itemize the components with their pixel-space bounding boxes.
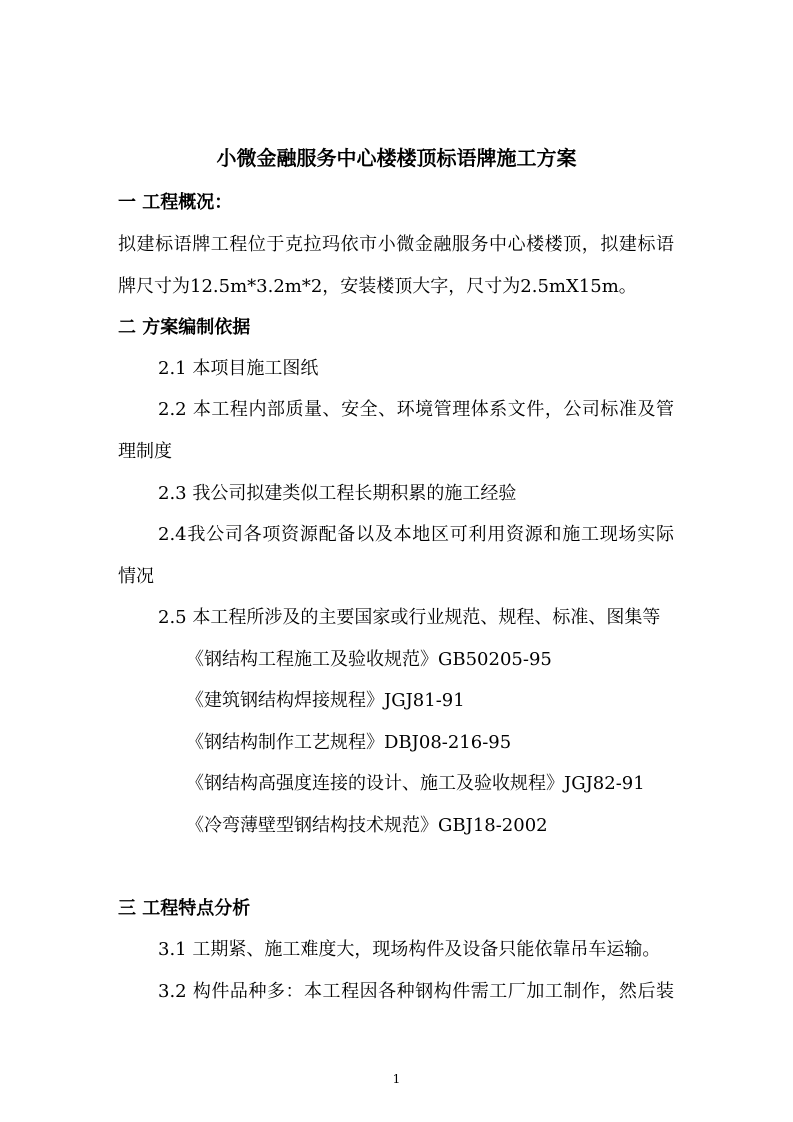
list-item: 2.3 我公司拟建类似工程长期积累的施工经验 [158,483,517,504]
document-title: 小微金融服务中心楼楼顶标语牌施工方案 [216,146,577,170]
paragraph-line: 牌尺寸为12.5m*3.2m*2，安装楼顶大字，尺寸为2.5mX15m。 [118,276,637,297]
list-item: 2.5 本工程所涉及的主要国家或行业规范、规程、标准、图集等 [158,607,661,628]
section-heading-3: 三 工程特点分析 [118,898,251,919]
list-item-continued: 情况 [118,566,154,587]
standard-reference: 《钢结构工程施工及验收规范》GB50205-95 [186,649,552,670]
list-item: 2.2 本工程内部质量、安全、环境管理体系文件，公司标准及管 [158,399,674,420]
paragraph-line: 3.2 构件品种多：本工程因各种钢构件需工厂加工制作，然后装 [158,981,674,1002]
standard-reference: 《钢结构高强度连接的设计、施工及验收规程》JGJ82-91 [186,773,645,794]
standard-reference: 《建筑钢结构焊接规程》JGJ81-91 [186,690,465,711]
list-item: 2.1 本项目施工图纸 [158,358,319,379]
standard-reference: 《钢结构制作工艺规程》DBJ08-216-95 [186,732,512,753]
paragraph-line: 拟建标语牌工程位于克拉玛依市小微金融服务中心楼楼顶，拟建标语 [118,234,674,255]
list-item-continued: 理制度 [118,441,172,462]
standard-reference: 《冷弯薄壁型钢结构技术规范》GBJ18-2002 [186,815,548,836]
section-heading-2: 二 方案编制依据 [118,317,251,338]
section-heading-1: 一 工程概况： [118,192,233,213]
list-item: 2.4我公司各项资源配备以及本地区可利用资源和施工现场实际 [158,524,674,545]
page-number: 1 [392,1072,401,1086]
paragraph-line: 3.1 工期紧、施工难度大，现场构件及设备只能依靠吊车运输。 [158,939,661,960]
